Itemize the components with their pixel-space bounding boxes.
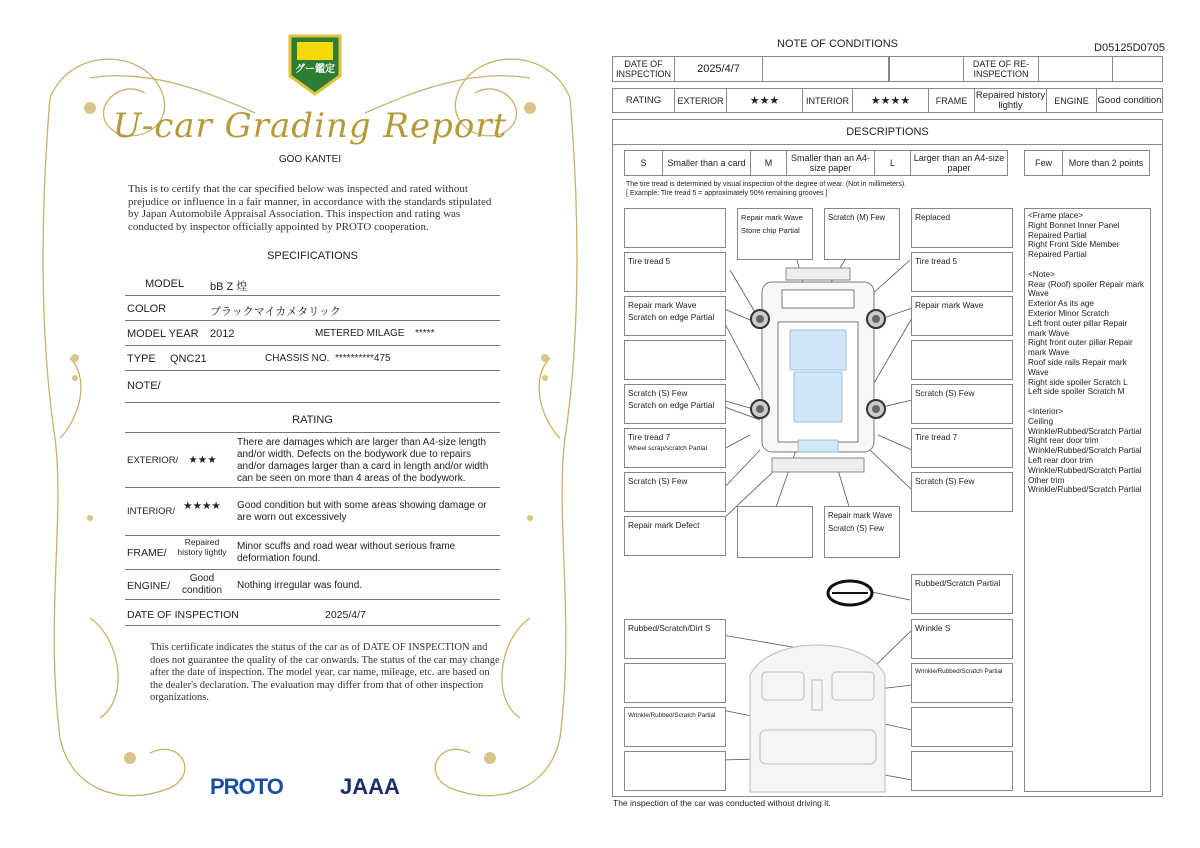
note-text: Scratch (S) Few (915, 476, 975, 486)
note-label: NOTE/ (127, 380, 161, 392)
note-text: Tire tread 5 (628, 256, 671, 266)
note-box-top-center-2 (824, 208, 900, 260)
note-text: Repair mark Wave Stone chip Partial (741, 213, 803, 235)
note-box-left-tire-front (624, 252, 726, 292)
note-box-bottom-left (624, 516, 726, 556)
legend-l: L (875, 151, 911, 175)
rating-row-frame (125, 536, 500, 570)
legend-m-desc: Smaller than an A4-size paper (787, 151, 875, 175)
note-text: Repair mark Wave Scratch (S) Few (828, 511, 893, 533)
interior-stars: ★★★★ (183, 500, 221, 512)
chassis-value: **********475 (335, 353, 391, 364)
certification-text: This is to certify that the car specified below was inspected and rated without prejudice or influence in a fair manner, in accordance with the standards stipulated by Japan Automobile Appraisal Association. This inspection and rating was conducted by inspector officially appointed by PROTO cooperation. (128, 183, 492, 233)
inspection-date-value: 2025/4/7 (675, 57, 763, 81)
model-year-value: 2012 (210, 328, 235, 340)
note-box-empty (737, 506, 813, 558)
document-id: D05125D0705 (1094, 42, 1165, 54)
footer-logos (210, 770, 420, 800)
note-text: Repair mark Wave (915, 300, 984, 310)
descriptions-heading: DESCRIPTIONS (612, 119, 1163, 145)
frame-description: Minor scuffs and road wear without serious frame deformation found. (237, 541, 456, 564)
legend-few: Few (1025, 151, 1063, 175)
note-box-right-2 (911, 296, 1013, 336)
note-box-right-tire-rear (911, 428, 1013, 468)
color-value: ブラックマイカメタリック (210, 306, 341, 318)
note-box-top-right (911, 208, 1013, 248)
type-label: TYPE (127, 353, 156, 365)
note-box-left-tire-rear (624, 428, 726, 468)
milage-value: ***** (415, 328, 435, 339)
color-label: COLOR (127, 303, 167, 315)
exterior-description: There are damages which are larger than A4-size length and/or width. Defects on the bodywork due to repairs and/or damages larger than a card in length and/or width can be seen on more than 4 areas of the bodywork. (237, 437, 489, 484)
note-box-int-right-2 (911, 663, 1013, 703)
note-box-empty (624, 208, 726, 248)
milage-label: METERED MILAGE (315, 328, 405, 339)
chassis-label: CHASSIS NO. (265, 353, 330, 364)
note-box-empty (911, 751, 1013, 791)
note-text: Scratch (S) Few (915, 388, 975, 398)
proto-logo: PROTO (210, 774, 283, 799)
engine-value: Good condition (181, 573, 223, 596)
interior-label: INTERIOR (803, 89, 853, 112)
note-box-right-tire-front (911, 252, 1013, 292)
badge-text: グー鑑定 (295, 64, 335, 75)
inspection-date-value: 2025/4/7 (325, 609, 366, 621)
exterior-label: EXTERIOR (675, 89, 727, 112)
note-of-conditions-sheet (610, 30, 1165, 820)
note-text: Repair mark Defect (628, 520, 700, 530)
rating-row-date (125, 600, 500, 626)
goo-kantei-badge (285, 30, 345, 98)
engine-description: Nothing irregular was found. (237, 580, 363, 591)
type-value: QNC21 (170, 353, 207, 365)
inspection-date-label: DATE OF INSPECTION (127, 609, 239, 621)
inspection-date-label: DATE OF INSPECTION (613, 57, 675, 81)
note-box-right-4 (911, 384, 1013, 424)
note-text: Wrinkle/Rubbed/Scratch Partial (628, 712, 716, 719)
note-text: Tire tread 7 (628, 432, 671, 442)
interior-description: Good condition but with some areas showing damage or are worn out excessively (237, 500, 487, 523)
frame-value: Repaired history lightly (177, 537, 227, 557)
model-year-label: MODEL YEAR (127, 328, 199, 340)
note-box-int-left-3 (624, 707, 726, 747)
note-box-left-4 (624, 384, 726, 424)
spec-row-type (125, 346, 500, 371)
note-box-top-center-1 (737, 208, 813, 260)
condition-details-list (1024, 208, 1151, 792)
reinspection-label: DATE OF RE-INSPECTION (964, 57, 1039, 81)
note-text: Tire tread 7 (915, 432, 958, 442)
note-box-int-left-1 (624, 619, 726, 659)
rating-label: RATING (613, 89, 675, 112)
tire-note-line-2: [ Example: Tire tread 5 = approximately 50% remaining grooves ] (626, 190, 828, 197)
legend-s: S (625, 151, 663, 175)
legend-m: M (751, 151, 787, 175)
note-box-bottom-center-2 (824, 506, 900, 558)
note-text: Rubbed/Scratch Partial (915, 578, 1001, 588)
note-box-empty (911, 707, 1013, 747)
legend-s-desc: Smaller than a card (663, 151, 751, 175)
exterior-label: EXTERIOR/ (127, 455, 179, 466)
interior-stars: ★★★★ (853, 89, 929, 112)
report-title: U-car Grading Report (112, 106, 508, 146)
exterior-stars: ★★★ (188, 454, 217, 466)
engine-value: Good condition (1097, 94, 1162, 106)
model-value: bB Z 煌 (210, 281, 248, 293)
legend-few-desc: More than 2 points (1068, 158, 1144, 168)
certificate-disclaimer: This certificate indicates the status of the car as of DATE OF INSPECTION and does not guarantee the quality of the car onwards. The status of the car may change after the date of inspection. The model year, car name, mileage, etc. are based on the dealer's declaration. The evaluation may differ from that of other inspection organizations. (150, 642, 500, 703)
rating-heading: RATING (292, 414, 333, 426)
note-text: Scratch (S) Few Scratch on edge Partial (628, 388, 715, 410)
note-box-int-right-1 (911, 619, 1013, 659)
exterior-stars: ★★★ (727, 89, 803, 112)
note-text: Tire tread 5 (915, 256, 958, 266)
note-text: Wrinkle S (915, 623, 951, 633)
note-box-left-2 (624, 296, 726, 336)
frame-value: Repaired history lightly (975, 89, 1046, 111)
model-label: MODEL (145, 278, 185, 290)
note-text: Wrinkle/Rubbed/Scratch Partial (915, 668, 1003, 675)
note-box-steering (911, 574, 1013, 614)
interior-label: INTERIOR/ (127, 506, 176, 517)
spec-row-color (125, 296, 500, 321)
note-text: Scratch (S) Few (628, 476, 688, 486)
legend-l-desc: Larger than an A4-size paper (913, 153, 1005, 173)
note-box-empty (624, 340, 726, 380)
rating-row-interior (125, 488, 500, 536)
specifications-heading: SPECIFICATIONS (267, 250, 358, 262)
note-text: Replaced (915, 212, 951, 222)
spec-row-year (125, 321, 500, 346)
note-box-empty (624, 751, 726, 791)
engine-label: ENGINE (1047, 89, 1097, 112)
note-box-right-6 (911, 472, 1013, 512)
frame-label: FRAME (929, 89, 975, 112)
note-text: Repair mark Wave Scratch on edge Partial (628, 300, 715, 322)
report-subtitle: GOO KANTEI (278, 154, 342, 165)
rating-row-exterior (125, 433, 500, 488)
grading-report-certificate (30, 18, 590, 830)
jaaa-logo: JAAA (340, 774, 400, 799)
note-box-left-6 (624, 472, 726, 512)
tire-note-line-1: The tire tread is determined by visual inspection of the degree of wear. (Not in millimeters). (626, 181, 907, 188)
steering-wheel-icon (828, 581, 872, 605)
rating-row-engine (125, 570, 500, 600)
frame-label: FRAME/ (127, 547, 167, 559)
note-text: Rubbed/Scratch/Dirt S (628, 623, 711, 633)
note-text: Scratch (M) Few (828, 213, 886, 222)
spec-row-note (125, 371, 500, 403)
conditions-title: NOTE OF CONDITIONS (777, 38, 898, 50)
spec-row-model (125, 271, 500, 296)
inspection-footnote: The inspection of the car was conducted without driving it. (613, 798, 831, 808)
note-text: Wheel scrap/scratch Partial (628, 445, 708, 452)
engine-label: ENGINE/ (127, 580, 171, 592)
condition-details-text: <Frame place> Right Bonnet Inner Panel Repaired Partial Right Front Side Member Repaired Partial <Note> Rear (Roof) spoiler Repair mark Wave Exterior As its age Exterior Minor Scratch Left front outer pillar Repair mark Wave Right front outer pillar Repair mark Wave Roof side rails Repair mark Wave Right side spoiler Scratch L Left side spoiler Scratch M <Interior> Ceiling Wrinkle/Rubbed/Scratch Partial Right rear door trim Wrinkle/Rubbed/Scratch Partial Left rear door trim Wrinkle/Rubbed/Scratch Partial Other trim Wrinkle/Rubbed/Scratch Partial (1028, 211, 1145, 495)
note-box-empty (911, 340, 1013, 380)
note-box-empty (624, 663, 726, 703)
